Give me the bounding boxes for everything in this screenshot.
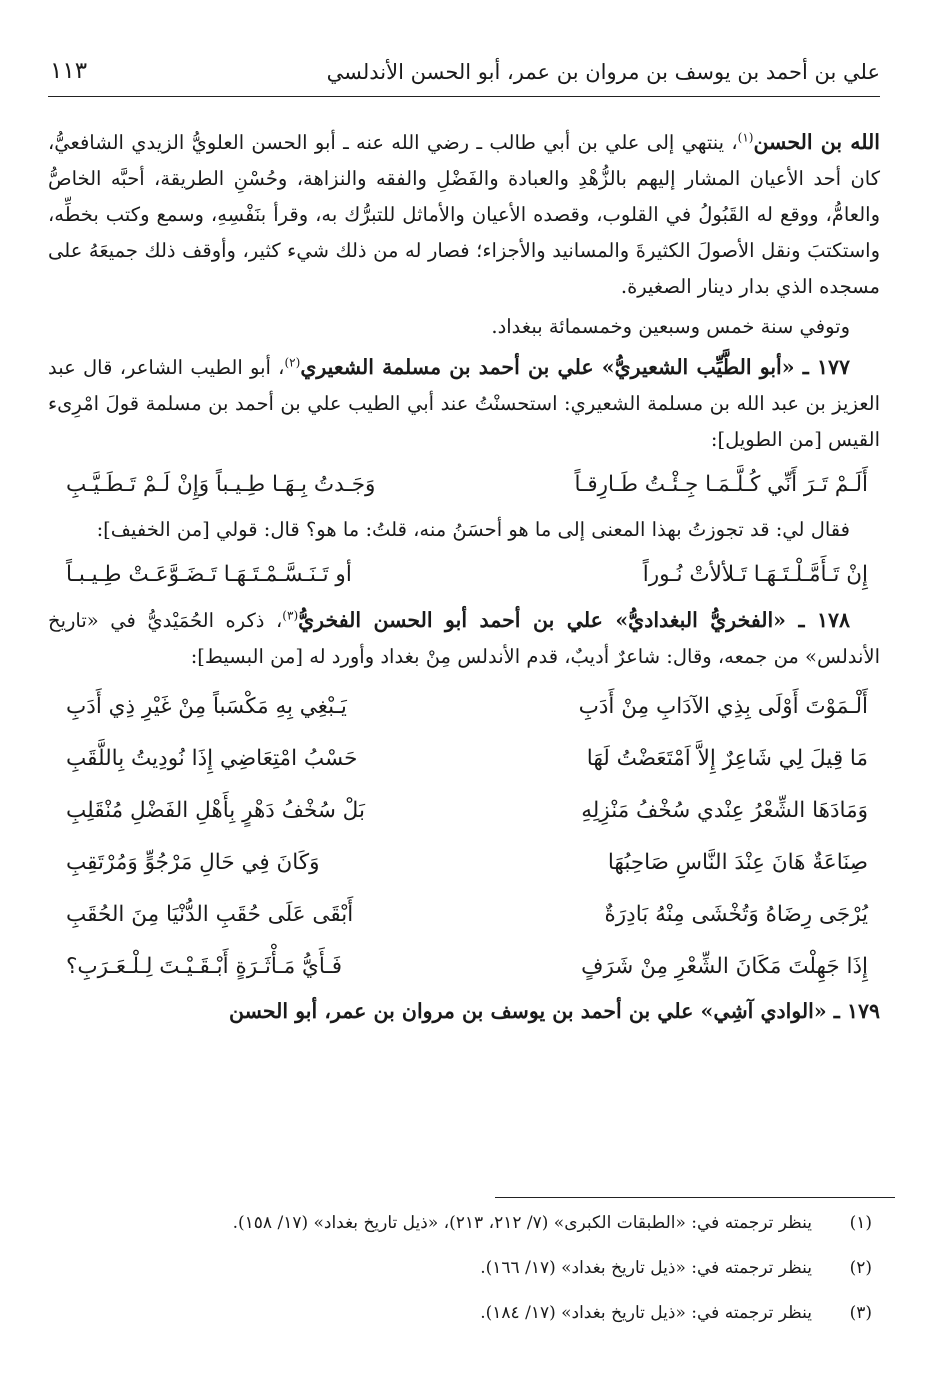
paragraph-text: ، ينتهي إلى علي بن أبي طالب ـ رضي الله عنه ـ أبو الحسن العلويُّ الزيدي الشافعيُّ، كان أحد الأعيان المشار إليهم بالزُّهْدِ والعبادة والفَضْلِ والفقه والنزاهة، وحُسْنِ الطريقة، أحبَّه الخاصُّ والعامُّ، ووقع له القَبُولُ في القلوب، وقصده الأعيان والأماثل للتبرُّك به، وقرأ بنَفْسِهِ، وسمع وكتب بخطِّه، واستكتبَ ونقل الأصولَ الكثيرةَ والمسانيد والأجزاء؛ فصار له من ذلك شيء كثير، وأوقف ذلك جميعَهُ على مسجده الذي بدار دينار الصغيرة. xyxy=(48,131,880,298)
main-text xyxy=(48,124,880,1030)
poem-line xyxy=(48,785,880,837)
footnote-text: ينظر ترجمته في: «ذيل تاريخ بغداد» (١٧/ ١٦٦). xyxy=(480,1258,812,1278)
footnote-text: ينظر ترجمته في: «ذيل تاريخ بغداد» (١٧/ ١٨٤). xyxy=(480,1303,812,1323)
poem-second-hemistich: حَسْبُ امْتِعَاضِي إِذَا نُودِيتُ بِاللَّقَبِ xyxy=(66,746,358,771)
footnotes xyxy=(48,1212,880,1347)
poem-line xyxy=(48,941,880,993)
entry-text: ، أبو الطيب الشاعر، قال عبد العزيز بن عبد الله بن مسلمة الشعيري: استحسنْتُ عند أبي الطيب علي بن أحمد بن مسلمة قولَ امْرِىء القيس [من الطويل]: xyxy=(48,356,880,451)
poem-line xyxy=(48,837,880,889)
footnote-ref-1: (١) xyxy=(737,130,754,145)
entry-heading: ١٧٧ ـ «أبو الطَّيِّب الشعيريُّ» علي بن أحمد بن مسلمة الشعيري xyxy=(300,355,850,379)
running-title: علي بن أحمد بن يوسف بن مروان بن عمر، أبو الحسن الأندلسي xyxy=(326,60,880,84)
entry-text: ، ذكره الحُمَيْديُّ في «تاريخ الأندلس» من جمعه، وقال: شاعرٌ أديبٌ، قدم الأندلس مِنْ بغداد وأورد له [من البسيط]: xyxy=(48,609,880,668)
verse-first-hemistich: إِنْ تَـأَمَّـلْـتَـهَـا تَـلألأتْ نُـوراً xyxy=(642,562,868,587)
footnote-ref-2: (٢) xyxy=(284,355,301,370)
poem xyxy=(48,681,880,993)
verse-second-hemistich: وَجَـدتُ بِـهَـا طِـيـباً وَإِنْ لَـمْ تَـطَـيَّـبِ xyxy=(66,472,376,497)
page-header xyxy=(48,54,880,97)
footnote-number: (١) xyxy=(849,1213,872,1233)
entry-179 xyxy=(48,993,880,1030)
poem-second-hemistich: بَلْ سُخْفُ دَهْرٍ بِأَهْلِ الفَضْلِ مُنْقَلِبِ xyxy=(66,798,365,823)
poem-second-hemistich: يَـبْغِي بِهِ مَكْسَباً مِنْ غَيْرِ ذِي أَدَبِ xyxy=(66,694,347,719)
footnote-number: (٢) xyxy=(849,1258,872,1278)
entry-177 xyxy=(48,349,880,458)
poem-second-hemistich: فَـأَيُّ مَـأْثَـرَةٍ أَبْـقَـيْـتَ لِـلْـعَـرَبِ؟ xyxy=(66,954,343,979)
page-number: ١١٣ xyxy=(50,58,88,84)
entry-heading: ١٧٨ ـ «الفخريُّ البغداديُّ» علي بن أحمد أبو الحسن الفخريُّ xyxy=(298,608,850,632)
footnote xyxy=(48,1257,880,1279)
verse-line xyxy=(48,554,880,596)
verse-first-hemistich: أَلَـمْ تَـرَ أَنِّي كُـلَّـمَـا جِـئْـتُ طَـارِقـاً xyxy=(574,472,868,497)
footnote-ref-3: (٣) xyxy=(282,608,299,623)
poem-second-hemistich: أَبْقَى عَلَى حُقَبِ الدُّنْيَا مِنَ الحُقَبِ xyxy=(66,902,354,927)
footnote-text: ينظر ترجمته في: «الطبقات الكبرى» (٧/ ٢١٢، ٢١٣)، «ذيل تاريخ بغداد» (١٧/ ١٥٨). xyxy=(232,1213,812,1233)
footnote-divider xyxy=(495,1197,895,1198)
poem-first-hemistich: صِنَاعَةٌ هَانَ عِنْدَ النَّاسِ صَاحِبُهَا xyxy=(607,850,868,875)
poem-first-hemistich: أَلْـمَوْتَ أَوْلَى بِذِي الآدَابِ مِنْ أَدَبِ xyxy=(578,694,868,719)
dialogue-paragraph: فقال لي: قد تجوزتُ بهذا المعنى إلى ما هو أحسَنُ منه، قلتُ: ما هو؟ قال: قولي [من الخفيف]: xyxy=(96,518,850,541)
paragraph-biography-continuation xyxy=(48,124,880,305)
poem-first-hemistich: وَمَادَهَا الشِّعْرُ عِنْدي سُخْفُ مَنْزِلِهِ xyxy=(581,798,868,823)
footnote-number: (٣) xyxy=(849,1303,872,1323)
death-note: وتوفي سنة خمس وسبعين وخمسمائة ببغداد. xyxy=(491,315,850,338)
poem-line xyxy=(48,681,880,733)
poem-first-hemistich: إِذَا جَهِلْتَ مَكَانَ الشِّعْرِ مِنْ شَرَفٍ xyxy=(581,954,868,979)
verse-second-hemistich: أو تَـنَـسَّـمْـتَـهَـا تَـضَـوَّعَـتْ طِـيـبـاً xyxy=(66,562,352,587)
poem-first-hemistich: مَا قِيلَ لِي شَاعِرٌ إِلاَّ اَمْتَعَضْتُ لَهَا xyxy=(586,746,868,771)
verse-line xyxy=(48,464,880,506)
footnote xyxy=(48,1212,880,1234)
poem-second-hemistich: وَكَانَ فِي حَالِ مَرْجُوٍّ وَمُرْتَقِبِ xyxy=(66,850,320,875)
footnote xyxy=(48,1302,880,1324)
poem-line xyxy=(48,733,880,785)
entry-heading: ١٧٩ ـ «الوادي آشِي» علي بن أحمد بن يوسف بن مروان بن عمر، أبو الحسن xyxy=(229,999,880,1023)
entry-178 xyxy=(48,602,880,675)
poem-first-hemistich: يُرْجَى رِضَاهُ وَتُخْشَى مِنْهُ بَادِرَةٌ xyxy=(604,902,868,927)
name-fragment: الله بن الحسن xyxy=(753,130,880,154)
poem-line xyxy=(48,889,880,941)
